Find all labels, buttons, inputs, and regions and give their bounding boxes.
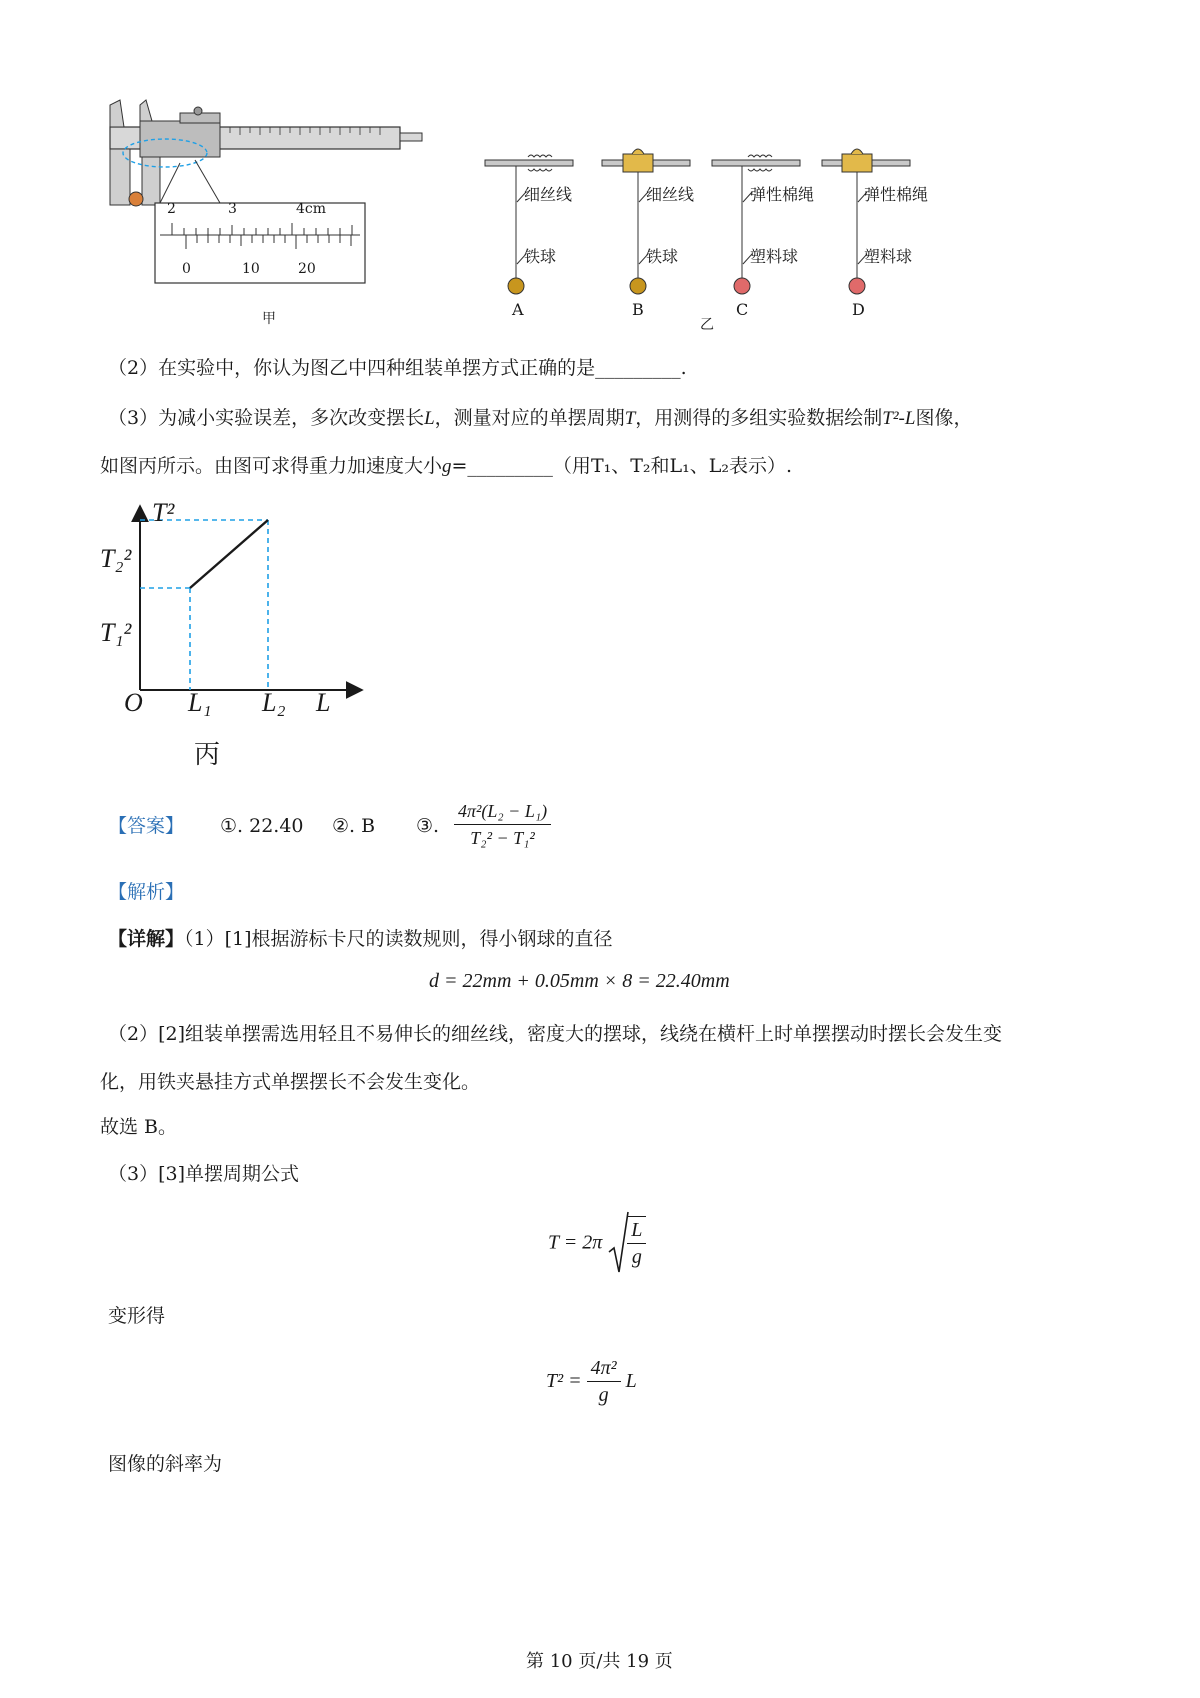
pendulum-drawing — [480, 140, 930, 300]
question-2-end: . — [680, 357, 687, 379]
graph-caption: 丙 — [194, 740, 221, 770]
formula-t2-left: T² = — [546, 1370, 582, 1392]
answer-3-denominator: T₂² − T₁² — [470, 828, 535, 848]
pendulum-figure — [480, 140, 930, 330]
x-tick-l1: L₁ — [188, 688, 212, 717]
q3-var-T: T — [624, 408, 636, 429]
caliper-drawing — [100, 95, 430, 310]
q3-var-L: L — [424, 408, 435, 429]
formula-t-squared — [546, 1355, 637, 1408]
formula-t2-fraction — [587, 1355, 621, 1408]
detail-p3: （3）[3]单摆周期公式 — [108, 1163, 300, 1185]
formula-diameter: d = 22mm + 0.05mm × 8 = 22.40mm — [429, 970, 730, 992]
detail-p5: 图像的斜率为 — [108, 1453, 223, 1475]
formula-t2-den: g — [598, 1384, 609, 1406]
q3-text-b: ，测量对应的单摆周期 — [434, 407, 625, 429]
caliper-main-tick-3: 3 — [228, 201, 237, 217]
x-tick-l2: L₂ — [262, 688, 286, 717]
q3-var-g: g — [442, 456, 452, 477]
caption-yi: 乙 — [700, 317, 714, 333]
question-3-line-2 — [100, 452, 792, 481]
caption-jia: 甲 — [262, 311, 276, 327]
formula-period-left: T = 2π — [548, 1231, 603, 1254]
pendulum-d-letter: D — [852, 300, 865, 319]
caliper-main-tick-2: 2 — [167, 201, 176, 217]
pendulum-a-ball-label: 铁球 — [524, 247, 557, 266]
q3-text-line2-c: T₁、T₂和L₁、L₂表示）. — [590, 455, 793, 477]
detail-p1 — [108, 925, 613, 953]
caliper-vernier-tick-0: 0 — [182, 261, 191, 277]
pendulum-b-string-label: 细丝线 — [646, 185, 695, 204]
answer-3-fraction — [454, 798, 551, 851]
pendulum-a-string-label: 细丝线 — [524, 185, 573, 204]
detail-tag: 【详解】 — [108, 928, 185, 950]
detail-p1-text: （1）[1]根据游标卡尺的读数规则，得小钢球的直径 — [184, 928, 613, 950]
caliper-figure — [100, 95, 430, 310]
question-2 — [108, 354, 687, 382]
answer-2: ②. B — [332, 815, 376, 837]
q3-graph-name: T²-L — [882, 408, 916, 429]
caliper-vernier-tick-10: 10 — [242, 261, 260, 277]
pendulum-d-string-label: 弹性棉绳 — [864, 185, 929, 204]
analysis-tag: 【解析】 — [108, 881, 185, 903]
question-2-text: （2）在实验中，你认为图乙中四种组装单摆方式正确的是 — [108, 357, 596, 379]
formula-t2-num: 4π² — [587, 1355, 621, 1382]
q3-text-d: 图像， — [915, 407, 973, 429]
t2-l-graph — [90, 500, 370, 710]
formula-period-num: L — [627, 1217, 646, 1244]
data-line-segment — [190, 520, 268, 588]
pendulum-d-ball-label: 塑料球 — [864, 247, 913, 266]
pendulum-a-letter: A — [512, 300, 524, 319]
question-2-blank: _________ — [595, 357, 681, 379]
detail-p2-line2: 化，用铁夹悬挂方式单摆摆长不会发生变化。 — [100, 1071, 481, 1093]
caliper-vernier-tick-20: 20 — [298, 261, 316, 277]
pendulum-b-ball-label: 铁球 — [646, 247, 679, 266]
sqrt-sign-icon — [607, 1210, 629, 1276]
y-axis-label: T² — [152, 498, 175, 527]
answer-row — [108, 800, 708, 860]
answer-tag: 【答案】 — [108, 815, 185, 837]
page-footer: 第 10 页/共 19 页 — [526, 1651, 673, 1672]
pendulum-c-string-label: 弹性棉绳 — [750, 185, 815, 204]
pendulum-c-letter: C — [736, 300, 749, 319]
formula-period-den: g — [631, 1246, 642, 1268]
pendulum-b-letter: B — [632, 300, 644, 319]
question-3-line-1 — [108, 404, 972, 433]
formula-period — [548, 1210, 646, 1280]
formula-t2-right: L — [625, 1370, 637, 1392]
caliper-main-tick-4cm: 4cm — [296, 201, 327, 217]
graph-figure — [90, 500, 370, 770]
q3-text-a: （3）为减小实验误差，多次改变摆长 — [108, 407, 425, 429]
answer-1: ①. 22.40 — [220, 815, 304, 837]
origin-label: O — [124, 688, 143, 717]
detail-p2-line3: 故选 B。 — [100, 1116, 178, 1138]
x-axis-label: L — [316, 688, 331, 717]
answer-3-prefix: ③. — [416, 815, 440, 837]
y-tick-t2: T₂² — [100, 544, 132, 573]
y-tick-t1: T₁² — [100, 618, 132, 647]
q3-text-line2-b: =_________（用 — [451, 455, 591, 477]
detail-p4: 变形得 — [108, 1305, 166, 1327]
q3-text-line2-a: 如图丙所示。由图可求得重力加速度大小 — [100, 455, 443, 477]
detail-p2-line1: （2）[2]组装单摆需选用轻且不易伸长的细丝线，密度大的摆球，线绕在横杆上时单摆摆动时摆长会发生变 — [108, 1023, 1003, 1045]
answer-3-numerator: 4π²(L₂ − L₁) — [454, 798, 551, 825]
formula-period-fraction — [627, 1216, 646, 1270]
q3-text-c: ，用测得的多组实验数据绘制 — [635, 407, 883, 429]
pendulum-c-ball-label: 塑料球 — [750, 247, 799, 266]
